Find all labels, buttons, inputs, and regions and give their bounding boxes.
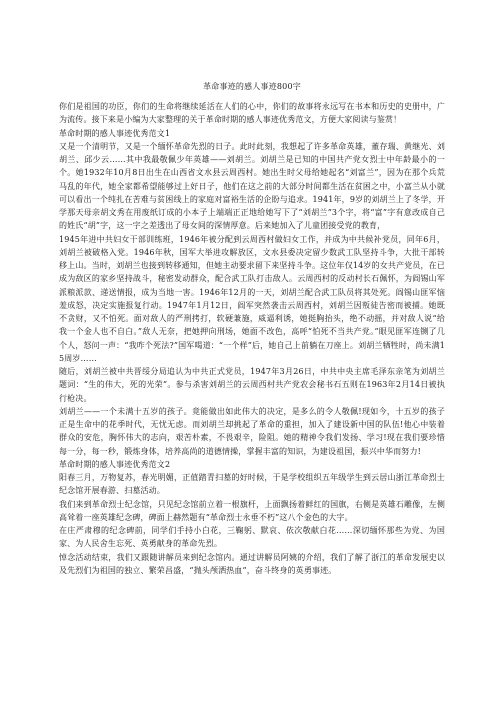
body-paragraph: 刘胡兰——一个未满十五岁的孩子。竟能做出如此伟大的决定，是多么的令人敬佩!现如今，十五岁的孩子正是生命中的花季时代，无忧无虑。而刘胡兰却挑起了革命的重担，加入了建设新中国的队伍!他心中装着群众的安危，胸怀伟大的志向，艰苦朴素，不畏艰辛，险阻。她的精神令我们发扬、学习!现在我们要珍惜每一分，每一秒，锻炼身体，培养高尚的道德情操，掌握丰富的知识，为建设祖国，振兴中华而努力! — [59, 406, 445, 456]
body-paragraph: 悼念活动结束，我们又跟随讲解员来到纪念馆内。通过讲解员阿姨的介绍，我们了解了浙江的革命发展史以及先烈们为祖国的独立、繁荣昌盛，“抛头颅洒热血”，奋斗终身的英勇事迹。 — [59, 552, 445, 575]
body-paragraph: 阳春三月，万物复苏，春光明媚，正值踏青扫墓的好时候，于是学校组织五年级学生到云居山浙江革命烈士纪念馆开展春游、扫墓活动。 — [59, 473, 445, 496]
section-heading: 革命时期的感人事迹优秀范文2 — [59, 459, 171, 469]
body-paragraph: 1945年进中共妇女干部训练班，1946年被分配到云周西村做妇女工作，并成为中共候补党员，同年6月，刘胡兰被破格入党。1946年秋，国军大举进攻解放区，文水县委决定留少数武工队坚持斗争，大批干部转移上山。当时，刘胡兰也接到转移通知，但她主动要求留下来坚持斗争。这位年仅14岁的女共产党员，在已成为敌区的家乡坚持战斗，秘密发动群众，配合武工队打击敌人。云周西村的反动村长石佩怀，为阎锡山军派粮派款、递送情报，成为当地一害。1946年12月的一天，刘胡兰配合武工队员将其处死。阎锡山匪军恼羞成怒，决定实施报复行动。1947年1月12日，阎军突然袭击云周西村，刘胡兰因叛徒告密而被捕。她既不贪财，又不怕死。面对敌人的严刑拷打，软硬兼施，威逼利诱，她挺胸抬头，绝不动摇，并对敌人说“给我一个金人也不自白。”敌人无奈，把她押向刑场，她面不改色，高呼“怕死不当共产党。”眼见匪军连铡了几个人，怒问一声：“我咋个死法?”国军喝道：“一个样”后，她自己上前躺在刀座上。刘胡兰牺牲时，尚未满15周岁…… — [59, 234, 445, 363]
intro-paragraph: 你们是祖国的功臣，你们的生命将继续延活在人们的心中，你们的故事将永远写在书本和历史的史册中，广为流传。接下来是小编为大家整理的关于革命时期的感人事迹优秀范文，方便大家阅读与鉴赏！ — [59, 102, 445, 125]
body-paragraph: 随后，刘胡兰被中共晋绥分局追认为中共正式党员，1947年3月26日，中共中央主席毛泽东亲笔为刘胡兰题词：“生的伟大，死的光荣”。参与杀害刘胡兰的云周西村共产党农会秘书石五则在1963年2月14日被执行枪决。 — [59, 367, 445, 403]
body-paragraph: 又是一个清明节，又是一个缅怀革命先烈的日子。此时此刻，我想起了许多革命英雄，董存瑞、黄继光、刘胡兰、邱少云……其中我最敬佩少年英雄——刘胡兰。刘胡兰是已知的中国共产党女烈士中年龄最小的一个。她1932年10月8日出生在山西省文水县云周西村。她出生时父母给她起名“刘富兰”，因为在那个兵荒马乱的年代，她全家都希望能够过上好日子，他们在这之前的大部分时间都生活在贫困之中，小富兰从小就可以看出一个纯扎在苦难与贫困线上的家庭对富裕生活的企盼与追求。1941年，9岁的刘胡兰上了冬学，开学那天母亲胡文秀在用废纸订成的小本子上端端正正地给她写下了“刘胡兰”3个字，将“富”字有意改成自己的姓氏“胡”字，这一字之差透出了母女间的深情厚意。后来她加入了儿童团接受党的教育， — [59, 141, 445, 231]
document-body — [59, 100, 445, 577]
document-title: 革命事迹的感人事迹800字 — [203, 82, 301, 91]
body-paragraph: 我们来到革命烈士纪念馆，只见纪念馆前立着一根旗杆，上面飘扬着鲜红的国旗，右侧是英雄石雕像，左侧高耸着一座英雄纪念碑，碑面上赫然题有“革命烈士永垂不朽”这八个金色的大字。 — [59, 499, 445, 522]
section-heading: 革命时期的感人事迹优秀范文1 — [59, 128, 171, 138]
body-paragraph: 在庄严肃穆的纪念碑前，同学们手持小白花，三鞠躬、默哀、依次敬献白花……深切缅怀那些为党、为国家、为人民舍生忘死、英勇献身的革命先烈。 — [59, 526, 445, 549]
document-page — [59, 0, 445, 707]
